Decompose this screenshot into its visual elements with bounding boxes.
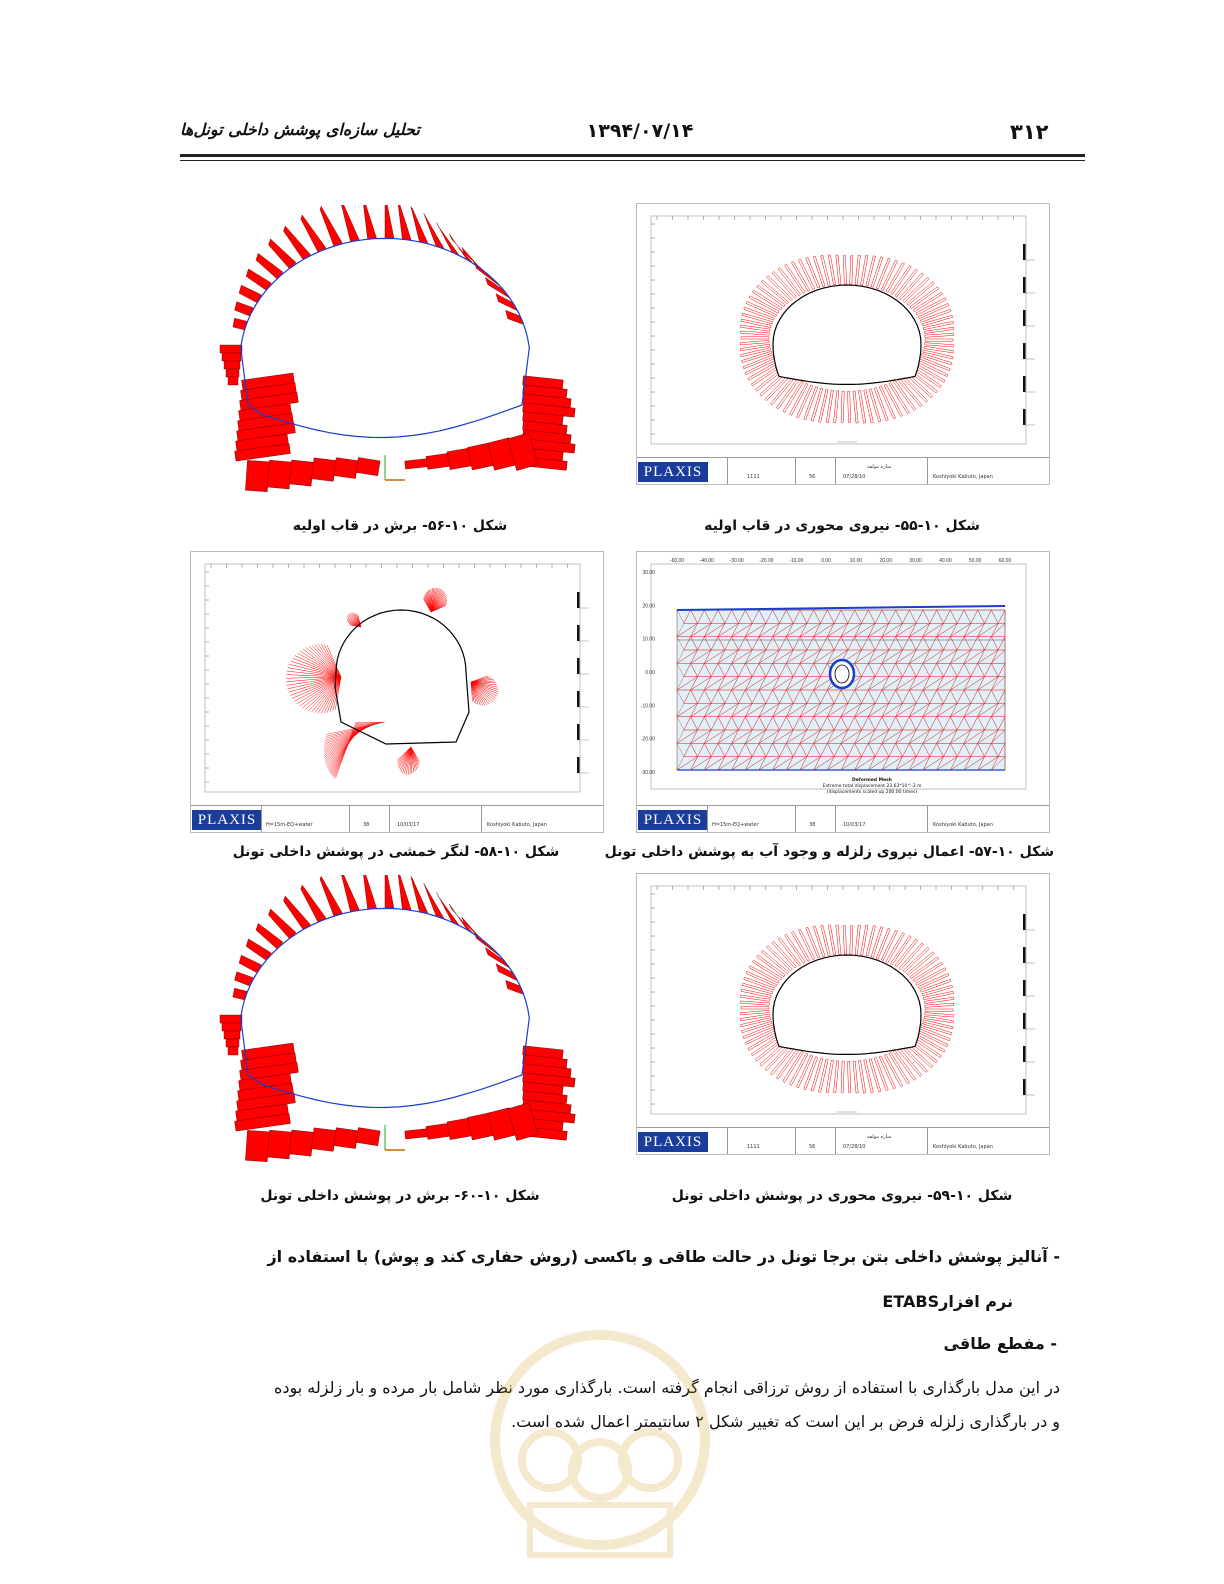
y-tick-label: -30.00 [640,770,655,776]
axial-force-bar [740,1014,770,1021]
shear-block [356,1128,380,1146]
shear-block [447,448,472,470]
shear-block [363,205,377,239]
axial-force-bar [813,256,825,287]
shear-block [267,1130,291,1159]
x-tick-label: 10.00 [849,558,863,564]
scale-bar [1023,244,1026,260]
scale-bar [1023,310,1026,326]
shear-block [256,253,283,279]
shear-block [289,460,313,486]
shear-block [220,1015,242,1023]
figure-56-shear-diagram [205,205,595,500]
figure-55-caption: شکل ۱۰-۵۵- نیروی محوری در قاب اولیه [704,518,980,534]
plaxis-author: Koshiyoki Kabuto, Japan [487,822,547,828]
shear-block [311,1128,335,1152]
scale-bar [1023,343,1026,359]
axial-force-bar [806,257,820,288]
figure-58-caption: شکل ۱۰-۵۸- لنگر خمشی در پوشش داخلی تونل [232,844,560,860]
axial-force-bar [925,1003,954,1007]
moment-line [295,656,341,677]
y-tick-label: -10.00 [640,703,655,710]
tunnel-lining [773,285,921,384]
axial-force-bar [855,255,860,284]
axial-force-bar [915,1034,945,1053]
axial-force-bar [925,339,953,341]
shear-block [398,205,411,240]
x-tick-label: -10.00 [789,558,804,564]
shear-block [228,1047,238,1055]
axial-force-bar [848,391,851,422]
plaxis-footer [637,1127,1049,1154]
figure-56-caption: شکل ۱۰-۵۶- برش در قاب اولیه [292,518,508,534]
axial-force-bar [811,1058,823,1091]
plaxis-footer [637,805,1049,832]
shear-force-diagram [220,205,575,492]
plaxis-step: 56 [809,474,816,480]
plaxis-author: Koshiyoki Kabuto, Japan [933,822,993,828]
plaxis-date: 07/28/10 [843,1144,866,1150]
scale-bar [1023,914,1026,930]
shear-block [228,377,238,385]
shear-block [222,1023,241,1031]
shear-block [224,1031,240,1039]
shear-block [220,345,242,353]
axial-force-bar [925,1009,953,1011]
plaxis-logo: PLAXIS [638,1132,708,1152]
scale-bar [1023,1079,1026,1095]
figure-60-caption: شکل ۱۰-۶۰- برش در پوشش داخلی تونل [260,1188,540,1204]
shear-block [363,875,377,909]
axial-force-bar [884,384,903,416]
figure-57-plaxis-mesh [636,551,1050,833]
axial-force-bar [871,927,883,958]
axial-force-bar [920,357,951,371]
shear-block [226,369,239,377]
axial-force-bar [861,925,868,955]
axial-force-bar [804,1057,818,1090]
shear-block [301,885,326,922]
shear-block [334,458,358,479]
axial-force-bar [843,926,846,954]
x-tick-label: 60.00 [998,558,1012,564]
x-tick-label: 50.00 [968,558,982,564]
body-paragraph-line1: در این مدل بارگذاری با استفاده از روش ترزاقی انجام گرفته است. بارگذاری مورد نظر شامل بار مرده و بار زلزله بوده [273,1378,1060,1397]
figure-55-plaxis-output [636,203,1050,485]
figure-60-shear-diagram [205,875,595,1170]
x-tick-label: -40.00 [699,558,714,564]
axial-force-bar [884,1054,903,1086]
book-title: تحلیل سازه‌ای پوشش داخلی تونل‌ها [180,120,420,139]
axial-force-bar [874,387,888,420]
x-tick-label: -30.00 [729,558,744,564]
scale-bar [1023,376,1026,392]
axial-force-bar [923,991,953,999]
axial-force-bar [741,989,771,997]
axial-force-bar [746,971,777,986]
plaxis-model: 1111 [747,1144,760,1150]
shear-block [246,269,271,290]
shear-block [411,206,428,244]
axial-force-bar [789,383,808,415]
axial-force-bar [925,1013,954,1017]
axial-force-bar [740,995,770,1001]
y-tick-label: 10.00 [642,636,655,643]
axial-force-bar [828,255,835,285]
axial-force-bar [874,1057,888,1090]
shear-block [426,1123,450,1139]
axial-force-bar [871,257,883,288]
axial-force-bar [746,301,777,316]
axial-force-bar [869,1059,881,1092]
figure-57-caption: شکل ۱۰-۵۷- اعمال نیروی زلزله و وجود آب به پوشش داخلی تونل [604,844,1054,860]
shear-block [239,955,261,973]
axial-force-bar [834,391,839,423]
axial-force-bar [913,292,942,312]
shear-block [385,875,394,908]
shear-block [226,1039,239,1047]
scale-bar [1023,277,1026,293]
axial-force-bar [740,344,770,351]
tunnel-lining [773,955,921,1054]
header-date: ۱۳۹۴/۰۷/۱۴ [586,120,694,142]
figure-58-plaxis-output [190,551,604,833]
shear-block [245,1130,269,1161]
plaxis-step: 56 [809,1144,816,1150]
plot-frame [205,564,580,792]
axial-force-bar [811,388,823,421]
shear-block [405,1129,428,1139]
shear-block [398,875,411,910]
axial-force-bar [915,364,945,383]
shear-block [267,460,291,489]
shear-block [426,453,450,469]
plaxis-logo: PLAXIS [192,810,262,830]
mesh-info [812,778,932,796]
shear-block [447,1118,472,1140]
plaxis-logo: PLAXIS [638,810,708,830]
axial-force-bar [841,1061,844,1092]
plaxis-date: 07/28/10 [843,474,866,480]
section-heading-etabs: - آنالیز پوشش داخلی بتن برجا تونل در حالت طاقی و باکسی (روش حفاری کند و پوش) با استفاده از [267,1247,1060,1266]
scale-bar [577,757,580,773]
figure-59-plaxis-output [636,873,1050,1155]
axial-force-bar [743,1025,774,1039]
axial-force-bar [806,927,820,958]
shear-block [224,361,240,369]
x-tick-label: 30.00 [909,558,922,564]
watermark-logo [480,1320,720,1584]
x-tick-label: 20.00 [879,558,892,564]
axial-force-bar [836,255,841,284]
y-tick-label: 0.00 [645,670,655,676]
scale-bar [1023,1013,1026,1029]
shear-block [245,460,269,491]
axial-force-bar [848,1061,851,1092]
axial-force-bar [876,928,890,959]
axial-force-bar [740,340,769,344]
page-number: ۳۱۲ [1010,120,1049,144]
shear-block [334,1128,358,1149]
axial-force-bar [828,925,835,955]
moment-line [297,653,341,677]
x-tick-label: -20.00 [759,558,774,564]
plaxis-step: 38 [809,822,816,828]
body-paragraph-line2: و در بارگذاری زلزله فرض بر این است که تغییر شکل ۲ سانتیمتر اعمال شده است. [511,1412,1060,1431]
plaxis-author: Koshiyoki Kabuto, Japan [933,1144,993,1150]
shear-block [320,206,342,246]
plaxis-step: 38 [363,822,370,828]
axial-force-bar [925,333,954,337]
axial-force-bar [850,926,853,954]
shear-block [246,939,271,960]
scale-bar [577,625,580,641]
axial-force-bar [753,960,782,980]
axial-force-bar [843,256,846,284]
shear-force-diagram [220,875,575,1162]
axial-force-bar [886,263,905,293]
shear-block [289,1130,313,1156]
axial-force-bar [841,391,844,422]
shear-block [320,876,342,916]
mesh-scale: (displacements scaled up 200.00 times) [826,790,918,795]
axial-force-bar [834,1061,839,1093]
axial-force-bar [876,258,890,289]
scale-bar [577,724,580,740]
y-tick-label: 20.00 [642,603,655,610]
axial-force-bar [924,346,954,353]
plaxis-title: سازه مولفه [867,464,892,470]
y-tick-label: 30.00 [642,570,655,576]
scale-bar [1023,947,1026,963]
figure-59-caption: شکل ۱۰-۵۹- نیروی محوری در پوشش داخلی تونل [671,1188,1013,1204]
axial-force-bar [743,355,774,369]
axial-force-bar [836,925,841,954]
axial-force-bar [741,319,771,327]
shear-block [385,205,394,238]
mesh-displacement: Extreme total displacement 23.63*10^-3 m [822,784,922,789]
axial-force-bar [924,1016,954,1023]
plaxis-logo: PLAXIS [638,462,708,482]
moment-line [288,677,341,689]
plaxis-model: H=15m-EQ+water [712,822,759,828]
scale-bar [577,592,580,608]
ground-surface [677,606,1005,610]
plaxis-author: Koshiyoki Kabuto, Japan [933,474,993,480]
axial-force-bar [924,997,954,1003]
shear-block [341,205,359,242]
header-rule-thin [180,160,1085,161]
shear-block [405,459,428,469]
scale-bar [1023,409,1026,425]
header-rule [180,154,1085,157]
shear-block [341,875,359,912]
subheading-arch-section: - مفطع طاقی [943,1334,1057,1353]
x-tick-label: 0.00 [821,558,831,564]
plaxis-footer [637,457,1049,484]
axial-force-bar [740,1010,769,1014]
axial-force-bar [918,973,949,988]
plaxis-title: سازه مولفه [867,1134,892,1140]
moment-line [328,722,365,769]
axial-force-bar [918,303,949,318]
x-tick-label: 40.00 [939,558,952,564]
axial-force-bar [791,932,810,962]
scale-bar [1023,1046,1026,1062]
scale-bar [1023,980,1026,996]
shear-block [301,215,326,252]
plaxis-model: 1111 [747,474,760,480]
axial-force-bar [740,331,769,335]
shear-block [256,923,283,949]
axial-force-bar [869,389,881,422]
axial-force-bar [813,926,825,957]
plaxis-footer [191,805,603,832]
axial-force-bar [853,391,858,423]
x-tick-label: -60.00 [669,558,685,564]
axial-force-bar [791,262,810,292]
axial-force-bar [861,255,868,285]
plaxis-date: 10/03/17 [397,822,420,828]
axial-force-bar [740,1001,769,1005]
axial-force-bar [853,1061,858,1093]
shear-block [239,285,261,303]
shear-block [311,458,335,482]
axial-force-bar [753,290,782,310]
shear-block [356,458,380,476]
moment-line [400,747,411,770]
axial-force-bar [925,343,954,347]
axial-force-bar [741,1007,769,1009]
shear-block [411,876,428,914]
axial-force-bar [913,962,942,982]
axial-force-bar [924,327,954,333]
axial-force-bar [855,925,860,954]
scale-bar [577,691,580,707]
mesh-label: Deformed Mesh [852,778,892,783]
axial-force-bar [789,1053,808,1085]
plaxis-model: H=15m-EQ+water [266,822,313,828]
shear-block [222,353,241,361]
axial-force-bar [740,325,770,331]
section-heading-etabs-cont: نرم افزارETABS [882,1292,1013,1311]
y-tick-label: -20.00 [640,736,655,743]
plaxis-date: 10/03/17 [843,822,866,828]
axial-force-bar [850,256,853,284]
axial-force-bar [886,933,905,963]
axial-force-bar [741,337,769,339]
axial-force-bar [920,1027,951,1041]
moment-line [329,722,363,772]
scale-bar [577,658,580,674]
tunnel-deformed [830,660,854,688]
axial-force-bar [804,387,818,420]
axial-force-bar [923,321,953,329]
